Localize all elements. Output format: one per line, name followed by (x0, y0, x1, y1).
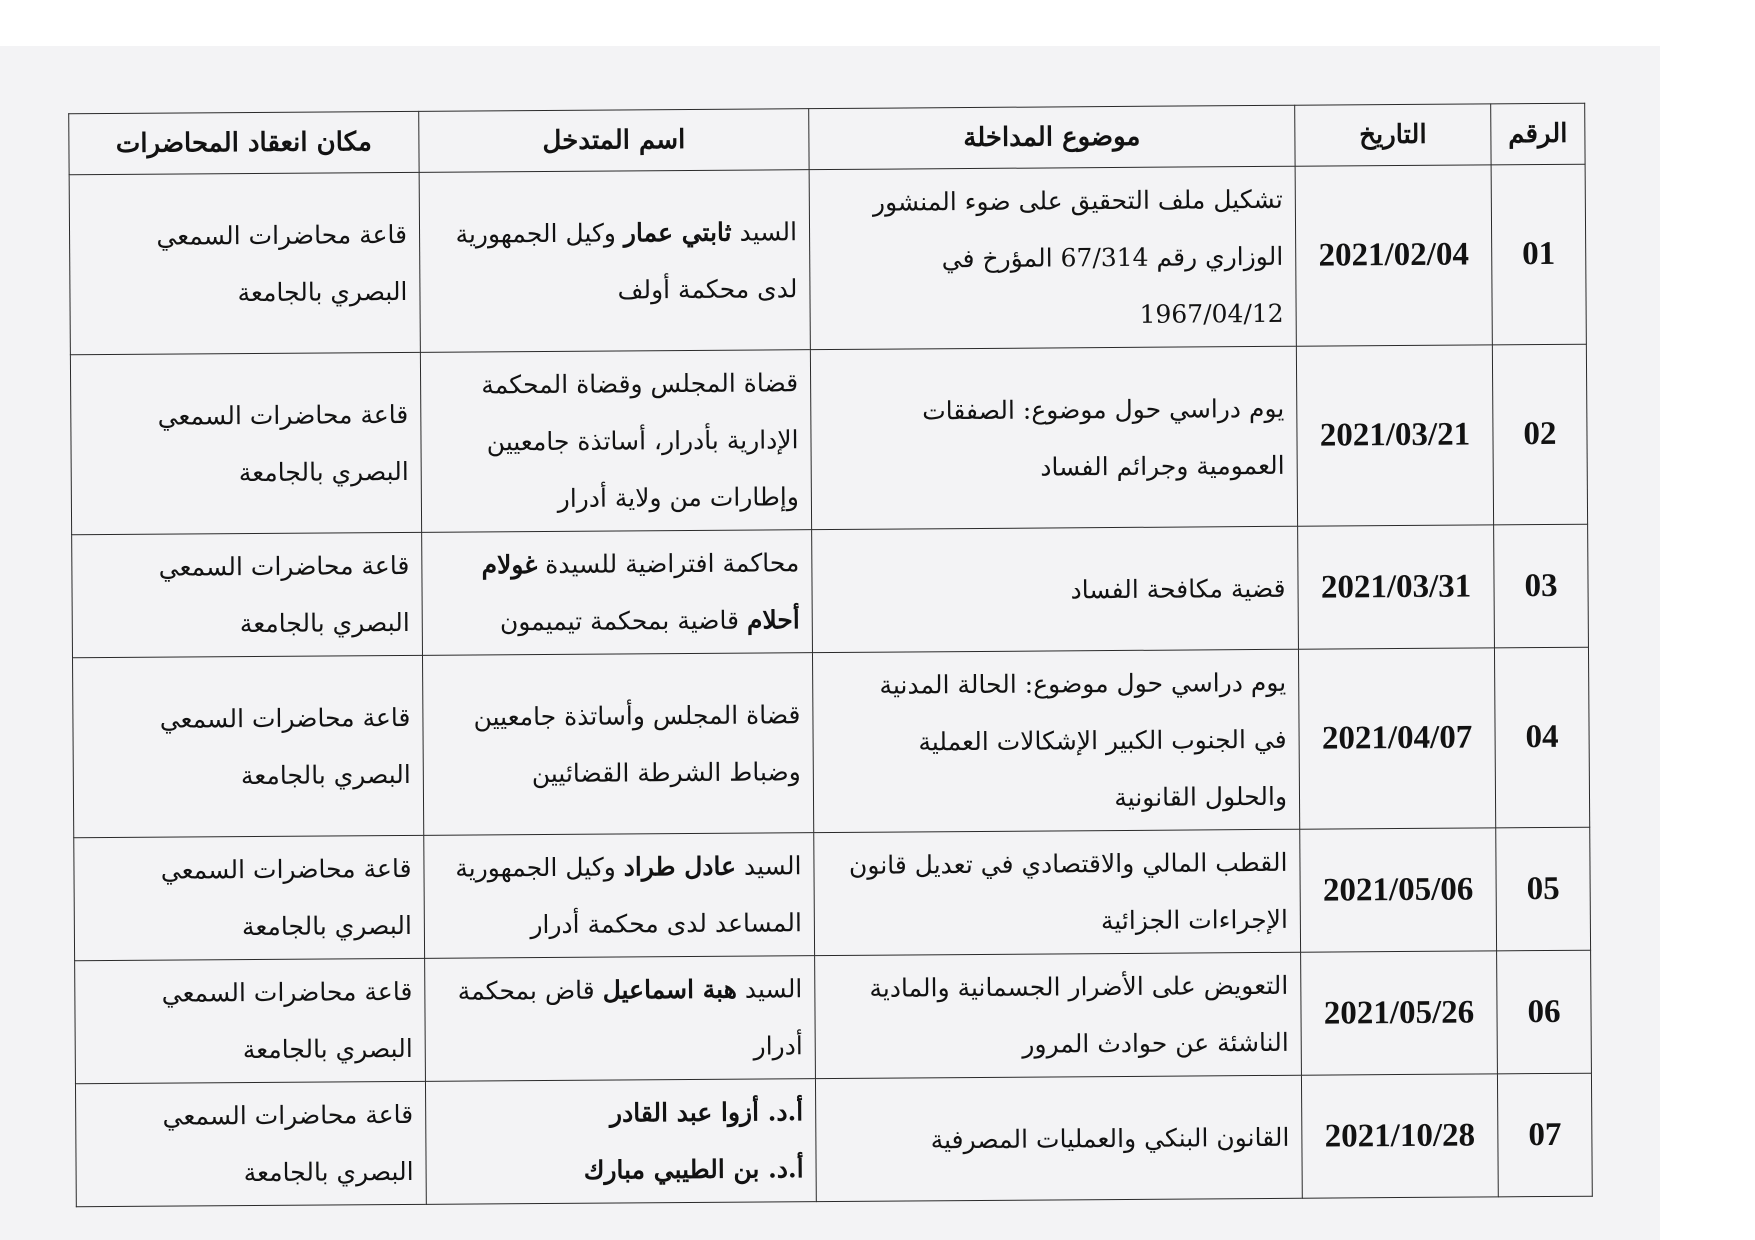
table-row (74, 827, 1591, 961)
topic-line: الوزاري رقم 67/314 المؤرخ في (941, 241, 1284, 274)
speaker-text: أدرار (753, 1031, 803, 1061)
table-body (69, 164, 1592, 1207)
row-date: 2021/03/31 (1298, 525, 1495, 649)
speaker-line (432, 203, 797, 263)
lectures-schedule-table (68, 103, 1593, 1208)
venue-line: قاعة محاضرات السمعي (156, 219, 408, 251)
row-number: 04 (1494, 647, 1589, 828)
row-number: 03 (1494, 524, 1589, 648)
header-date: التاريخ (1295, 104, 1491, 166)
topic-line: يوم دراسي حول موضوع: الصفقات (922, 393, 1285, 425)
speaker-text: المساعد لدى محكمة أدرار (530, 908, 802, 940)
speaker-line (438, 1140, 803, 1200)
speaker-text: وكيل الجمهورية (455, 217, 624, 249)
row-number: 07 (1497, 1073, 1592, 1197)
speaker-name: عادل طراد (623, 851, 737, 882)
row-topic (815, 952, 1302, 1078)
speaker-line (433, 411, 798, 471)
row-speaker (422, 653, 813, 836)
row-date: 2021/10/28 (1301, 1074, 1498, 1198)
row-number: 02 (1492, 344, 1587, 525)
topic-line: في الجنوب الكبير الإشكالات العملية (918, 724, 1287, 757)
row-speaker (420, 350, 811, 533)
speaker-text: محاكمة افتراضية للسيدة (537, 548, 800, 580)
table-row (72, 524, 1589, 658)
topic-line: قضية مكافحة الفساد (1070, 573, 1286, 604)
speaker-text: الإدارية بأدرار، أساتذة جامعيين (486, 425, 799, 457)
venue-line: قاعة محاضرات السمعي (160, 853, 412, 885)
venue-line: قاعة محاضرات السمعي (158, 550, 410, 582)
speaker-text: السيد (736, 974, 803, 1004)
topic-line: والحلول القانونية (1114, 781, 1288, 813)
row-venue (69, 172, 420, 354)
topic-line: الناشئة عن حوادث المرور (1022, 1027, 1289, 1059)
row-number: 05 (1496, 827, 1591, 951)
row-date: 2021/02/04 (1295, 165, 1492, 346)
speaker-line (435, 591, 800, 651)
row-topic (809, 166, 1296, 349)
venue-line: البصري بالجامعة (242, 1033, 413, 1065)
speaker-text: وكيل الجمهورية (455, 852, 624, 883)
row-speaker (419, 170, 810, 353)
speaker-name: ثابتي عمار (623, 217, 732, 247)
row-venue (72, 532, 423, 657)
header-row (69, 103, 1585, 175)
row-number: 01 (1491, 164, 1586, 345)
row-number: 06 (1497, 950, 1592, 1074)
row-date: 2021/05/26 (1301, 951, 1498, 1075)
row-speaker (424, 833, 815, 959)
table-row (69, 164, 1586, 355)
speaker-name: هبة اسماعيل (602, 974, 737, 1005)
header-speaker: اسم المتدخل (419, 109, 809, 173)
speaker-line (434, 468, 799, 528)
row-speaker (422, 530, 813, 656)
topic-line: التعويض على الأضرار الجسمانية والمادية (869, 970, 1289, 1003)
row-date: 2021/04/07 (1298, 648, 1495, 829)
header-number: الرقم (1491, 103, 1585, 165)
speaker-line (438, 1017, 803, 1077)
speaker-text: قضاة المجلس وأساتذة جامعيين (473, 699, 801, 731)
row-topic (815, 1075, 1302, 1201)
speaker-text: قاض بمحكمة (457, 975, 603, 1006)
speaker-line (436, 837, 801, 897)
speaker-text: لدى محكمة أولف (617, 273, 798, 304)
speaker-text: وضباط الشرطة القضائيين (531, 756, 801, 788)
venue-line: البصري بالجامعة (239, 607, 410, 639)
speaker-line (437, 960, 802, 1020)
row-topic (814, 829, 1301, 955)
venue-line: البصري بالجامعة (240, 759, 411, 790)
row-speaker (425, 1079, 816, 1205)
speaker-text: قضاة المجلس وقضاة المحكمة (481, 368, 799, 400)
speaker-text: وإطارات من ولاية أدرار (557, 482, 799, 513)
row-topic (810, 346, 1297, 529)
row-topic (812, 649, 1299, 832)
venue-line: البصري بالجامعة (238, 456, 409, 487)
venue-line: البصري بالجامعة (241, 910, 412, 942)
speaker-line (434, 534, 799, 594)
topic-line: القانون البنكي والعمليات المصرفية (930, 1122, 1290, 1154)
venue-line: قاعة محاضرات السمعي (161, 976, 413, 1008)
topic-line: القطب المالي والاقتصادي في تعديل قانون (848, 847, 1288, 880)
venue-line: البصري بالجامعة (243, 1156, 414, 1188)
speaker-name: أحلام (746, 605, 800, 635)
row-venue (70, 352, 421, 534)
row-date: 2021/05/06 (1300, 828, 1497, 952)
row-venue (73, 655, 424, 837)
topic-line: 1967/04/12 (1139, 298, 1284, 329)
speaker-line (437, 894, 802, 954)
row-venue (75, 958, 426, 1083)
header-topic: موضوع المداخلة (809, 105, 1295, 169)
speaker-line (433, 354, 798, 414)
table-row (75, 1073, 1592, 1207)
speaker-text: قاضية بمحكمة تيميمون (499, 605, 748, 637)
topic-line: الإجراءات الجزائية (1100, 904, 1288, 936)
speaker-name: أ.د. بن الطيبي مبارك (583, 1154, 804, 1185)
row-date: 2021/03/21 (1296, 345, 1493, 526)
row-speaker (425, 956, 816, 1082)
speaker-text: السيد (731, 216, 798, 247)
speaker-line (435, 686, 800, 746)
topic-line: تشكيل ملف التحقيق على ضوء المنشور (872, 184, 1283, 217)
venue-line: قاعة محاضرات السمعي (157, 399, 409, 431)
row-venue (75, 1081, 426, 1206)
topic-line: يوم دراسي حول موضوع: الحالة المدنية (879, 667, 1287, 700)
speaker-line (436, 743, 801, 803)
table-row (70, 344, 1587, 535)
row-topic (812, 526, 1299, 652)
table-row (73, 647, 1590, 838)
speaker-name: أ.د. أزوا عبد القادر (609, 1097, 804, 1128)
header-venue: مكان انعقاد المحاضرات (69, 111, 419, 174)
table-row (75, 950, 1592, 1084)
row-venue (74, 835, 425, 960)
speaker-line (438, 1083, 803, 1143)
venue-line: قاعة محاضرات السمعي (162, 1099, 414, 1131)
speaker-name: غولام (481, 550, 538, 580)
venue-line: البصري بالجامعة (237, 276, 408, 307)
speaker-text: السيد (735, 851, 802, 881)
topic-line: العمومية وجرائم الفساد (1040, 450, 1285, 482)
speaker-line (432, 260, 797, 320)
venue-line: قاعة محاضرات السمعي (159, 702, 411, 734)
